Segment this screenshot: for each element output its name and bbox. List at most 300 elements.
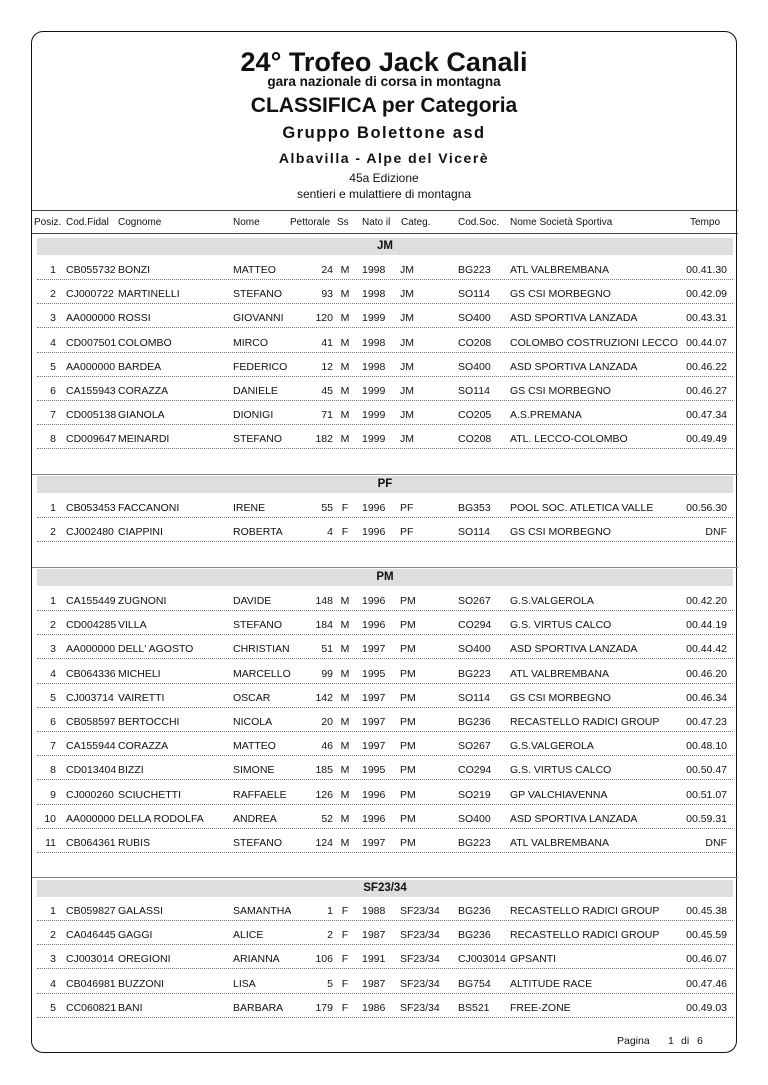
cell-society: ASD SPORTIVA LANZADA bbox=[510, 360, 638, 373]
cell-society: ASD SPORTIVA LANZADA bbox=[510, 312, 638, 325]
cell-sex: M bbox=[340, 409, 350, 422]
cell-fidal: CD013404 bbox=[66, 764, 117, 777]
cell-cat: PM bbox=[400, 643, 416, 656]
cell-society: ATL VALBREMBANA bbox=[510, 264, 610, 276]
cell-bib: 45 bbox=[321, 385, 333, 397]
col-fidal: Cod.Fidal bbox=[66, 217, 109, 228]
cell-fidal: CB064336 bbox=[66, 667, 116, 680]
cell-soc-code: BG236 bbox=[458, 716, 491, 728]
cell-society: ASD SPORTIVA LANZADA bbox=[510, 643, 638, 656]
cell-surname: FACCANONI bbox=[118, 502, 180, 514]
cell-born: 1997 bbox=[362, 837, 386, 849]
table-row bbox=[0, 899, 768, 923]
cell-time: 00.42.20 bbox=[686, 595, 727, 607]
cell-bib: 55 bbox=[321, 502, 333, 514]
cell-bib: 142 bbox=[315, 691, 333, 704]
row-divider bbox=[37, 993, 733, 994]
cell-society: GS CSI MORBEGNO bbox=[510, 288, 611, 301]
cell-pos: 5 bbox=[50, 1001, 56, 1014]
cell-bib: 24 bbox=[321, 264, 333, 276]
cell-pos: 3 bbox=[50, 953, 56, 966]
cell-pos: 6 bbox=[50, 385, 56, 397]
cell-pos: 5 bbox=[50, 691, 56, 704]
cell-sex: F bbox=[341, 1001, 349, 1014]
cell-fidal: AA000000 bbox=[66, 312, 116, 325]
event-title: 24° Trofeo Jack Canali bbox=[240, 47, 528, 77]
cell-soc-code: CO205 bbox=[458, 409, 492, 422]
table-row bbox=[0, 710, 768, 734]
cell-pos: 8 bbox=[50, 433, 56, 446]
cell-time: 00.51.07 bbox=[686, 788, 727, 801]
cell-bib: 185 bbox=[315, 764, 333, 777]
cell-bib: 182 bbox=[315, 433, 333, 446]
cell-name: DANIELE bbox=[233, 385, 278, 397]
cell-born: 1999 bbox=[362, 433, 386, 446]
cell-surname: ROSSI bbox=[118, 312, 151, 325]
cell-cat: PM bbox=[400, 619, 416, 632]
table-row bbox=[0, 282, 768, 306]
cell-surname: CORAZZA bbox=[118, 385, 169, 397]
cell-soc-code: BG236 bbox=[458, 905, 491, 917]
cell-soc-code: BG223 bbox=[458, 837, 491, 849]
cell-bib: 51 bbox=[321, 643, 333, 656]
classifica-title: CLASSIFICA per Categoria bbox=[250, 94, 518, 117]
table-row bbox=[0, 734, 768, 758]
cell-pos: 11 bbox=[45, 837, 56, 849]
cell-surname: GALASSI bbox=[118, 905, 163, 917]
cell-born: 1991 bbox=[362, 953, 386, 966]
cell-society: GS CSI MORBEGNO bbox=[510, 691, 611, 704]
table-row bbox=[0, 662, 768, 686]
cell-soc-code: CO208 bbox=[458, 336, 492, 349]
row-divider bbox=[37, 279, 733, 280]
cell-soc-code: SO114 bbox=[458, 288, 490, 301]
cell-cat: SF23/34 bbox=[400, 953, 440, 966]
cell-time: 00.56.30 bbox=[686, 502, 727, 514]
cell-sex: M bbox=[340, 716, 350, 728]
cell-time: 00.46.22 bbox=[686, 360, 727, 373]
cell-sex: M bbox=[340, 837, 350, 849]
cell-bib: 12 bbox=[321, 360, 333, 373]
cell-sex: F bbox=[341, 977, 349, 990]
cell-name: IRENE bbox=[233, 502, 266, 514]
cell-bib: 184 bbox=[315, 619, 333, 632]
organizer: Gruppo Bolettone asd bbox=[282, 124, 486, 142]
cell-society: ATL VALBREMBANA bbox=[510, 837, 610, 849]
row-divider bbox=[37, 327, 733, 328]
cell-born: 1996 bbox=[362, 812, 386, 825]
cell-surname: CORAZZA bbox=[118, 740, 169, 753]
cell-sex: M bbox=[340, 336, 350, 349]
table-row bbox=[0, 996, 768, 1020]
category-separator bbox=[32, 474, 738, 475]
cell-born: 1999 bbox=[362, 312, 386, 325]
cell-society: GP VALCHIAVENNA bbox=[510, 788, 608, 801]
row-divider bbox=[37, 968, 733, 969]
cell-sex: M bbox=[340, 667, 350, 680]
row-divider bbox=[37, 852, 733, 853]
cell-cat: JM bbox=[400, 264, 414, 276]
col-name: Nome bbox=[233, 217, 260, 228]
table-row bbox=[0, 427, 768, 451]
row-divider bbox=[37, 400, 733, 401]
cell-name: ANDREA bbox=[233, 812, 277, 825]
cell-name: FEDERICO bbox=[233, 360, 288, 373]
category-header: SF23/34 bbox=[37, 880, 733, 897]
cell-surname: BONZI bbox=[118, 264, 151, 276]
cell-sex: M bbox=[340, 433, 350, 446]
cell-bib: 124 bbox=[315, 837, 333, 849]
table-row bbox=[0, 758, 768, 782]
cell-time: 00.49.03 bbox=[686, 1001, 727, 1014]
cell-pos: 7 bbox=[50, 740, 56, 753]
cell-time: 00.48.10 bbox=[686, 740, 727, 753]
cell-sex: M bbox=[340, 812, 350, 825]
table-row bbox=[0, 355, 768, 379]
cell-born: 1986 bbox=[362, 1001, 386, 1014]
cell-pos: 9 bbox=[50, 788, 56, 801]
cell-fidal: CD005138 bbox=[66, 409, 117, 422]
cell-society: RECASTELLO RADICI GROUP bbox=[510, 716, 660, 728]
row-divider bbox=[37, 755, 733, 756]
cell-time: 00.45.59 bbox=[686, 929, 727, 942]
cell-born: 1987 bbox=[362, 929, 386, 942]
cell-surname: OREGIONI bbox=[118, 953, 171, 966]
cell-name: STEFANO bbox=[233, 619, 283, 632]
row-divider bbox=[37, 804, 733, 805]
cell-time: 00.44.19 bbox=[686, 619, 727, 632]
cell-fidal: CB059827 bbox=[66, 905, 116, 917]
cell-bib: 2 bbox=[327, 929, 333, 942]
cell-soc-code: BG236 bbox=[458, 929, 491, 942]
cell-society: COLOMBO COSTRUZIONI LECCO bbox=[510, 336, 679, 349]
cell-born: 1996 bbox=[362, 788, 386, 801]
cell-sex: M bbox=[340, 691, 350, 704]
cell-sex: F bbox=[341, 953, 349, 966]
cell-cat: JM bbox=[400, 288, 414, 301]
cell-society: G.S.VALGEROLA bbox=[510, 740, 594, 753]
cell-society: ASD SPORTIVA LANZADA bbox=[510, 812, 638, 825]
category-header: PF bbox=[37, 476, 733, 493]
cell-cat: PM bbox=[400, 837, 416, 849]
cell-time: 00.45.38 bbox=[686, 905, 727, 917]
page-total: 6 bbox=[697, 1035, 703, 1047]
cell-bib: 1 bbox=[327, 905, 333, 917]
cell-fidal: AA000000 bbox=[66, 643, 116, 656]
cell-pos: 4 bbox=[50, 336, 56, 349]
cell-fidal: AA000000 bbox=[66, 812, 116, 825]
table-row bbox=[0, 947, 768, 971]
cell-born: 1996 bbox=[362, 526, 386, 539]
cell-surname: MICHELI bbox=[118, 667, 161, 680]
cell-soc-code: SO400 bbox=[458, 812, 491, 825]
cell-time: 00.47.23 bbox=[686, 716, 727, 728]
category-separator bbox=[32, 567, 738, 568]
cell-surname: BARDEA bbox=[118, 360, 162, 373]
cell-time: 00.46.20 bbox=[686, 667, 727, 680]
cell-bib: 99 bbox=[321, 667, 333, 680]
cell-bib: 4 bbox=[327, 526, 333, 539]
cell-born: 1995 bbox=[362, 667, 386, 680]
cell-bib: 41 bbox=[321, 336, 333, 349]
event-subtitle: gara nazionale di corsa in montagna bbox=[267, 74, 501, 89]
cell-fidal: CJ002480 bbox=[66, 526, 114, 539]
cell-born: 1997 bbox=[362, 691, 386, 704]
row-divider bbox=[37, 352, 733, 353]
cell-time: 00.46.34 bbox=[686, 691, 727, 704]
cell-soc-code: SO400 bbox=[458, 312, 491, 325]
category-separator bbox=[32, 877, 738, 878]
cell-surname: VAIRETTI bbox=[118, 691, 165, 704]
cell-pos: 8 bbox=[50, 764, 56, 777]
row-divider bbox=[37, 779, 733, 780]
cell-pos: 7 bbox=[50, 409, 56, 422]
cell-time: 00.49.49 bbox=[686, 433, 727, 446]
table-row bbox=[0, 306, 768, 330]
cell-cat: PM bbox=[400, 691, 416, 704]
cell-pos: 1 bbox=[50, 502, 56, 514]
cell-born: 1996 bbox=[362, 502, 386, 514]
cell-soc-code: SO114 bbox=[458, 691, 490, 704]
cell-born: 1997 bbox=[362, 643, 386, 656]
cell-name: CHRISTIAN bbox=[233, 643, 290, 656]
cell-sex: M bbox=[340, 740, 350, 753]
cell-soc-code: SO267 bbox=[458, 740, 491, 753]
cell-born: 1998 bbox=[362, 288, 386, 301]
cell-pos: 1 bbox=[50, 264, 56, 276]
cell-society: ATL. LECCO-COLOMBO bbox=[510, 433, 628, 446]
cell-fidal: CD009647 bbox=[66, 433, 117, 446]
cell-sex: M bbox=[340, 764, 350, 777]
cell-born: 1997 bbox=[362, 716, 386, 728]
col-born: Nato il bbox=[362, 217, 391, 228]
cell-cat: SF23/34 bbox=[400, 1001, 440, 1014]
cell-surname: CIAPPINI bbox=[118, 526, 163, 539]
cell-cat: PM bbox=[400, 788, 416, 801]
cell-name: MATTEO bbox=[233, 264, 276, 276]
cell-fidal: CJ003014 bbox=[66, 953, 114, 966]
cell-surname: DELL' AGOSTO bbox=[118, 643, 194, 656]
cell-society: RECASTELLO RADICI GROUP bbox=[510, 929, 660, 942]
cell-soc-code: SO114 bbox=[458, 526, 490, 539]
terrain: sentieri e mulattiere di montagna bbox=[296, 187, 472, 201]
cell-cat: PF bbox=[400, 502, 414, 514]
cell-pos: 3 bbox=[50, 312, 56, 325]
col-soc-code: Cod.Soc. bbox=[458, 217, 500, 228]
cell-soc-code: BG223 bbox=[458, 264, 491, 276]
cell-name: STEFANO bbox=[233, 837, 283, 849]
edition: 45a Edizione bbox=[349, 171, 419, 185]
cell-pos: 2 bbox=[50, 929, 56, 942]
cell-bib: 179 bbox=[315, 1001, 333, 1014]
table-row bbox=[0, 258, 768, 282]
cell-society: GPSANTI bbox=[510, 953, 557, 966]
cell-sex: M bbox=[340, 788, 350, 801]
category-header: JM bbox=[37, 238, 733, 255]
cell-name: GIOVANNI bbox=[233, 312, 284, 325]
col-bib: Pettorale bbox=[290, 217, 331, 228]
cell-born: 1996 bbox=[362, 619, 386, 632]
cell-surname: GAGGI bbox=[118, 929, 153, 942]
cell-soc-code: CO294 bbox=[458, 764, 492, 777]
row-divider bbox=[37, 376, 733, 377]
cell-time: 00.44.07 bbox=[686, 336, 727, 349]
cell-time: 00.44.42 bbox=[686, 643, 727, 656]
cell-fidal: CJ003714 bbox=[66, 691, 114, 704]
row-divider bbox=[37, 610, 733, 611]
cell-sex: M bbox=[340, 312, 350, 325]
cell-fidal: CB046981 bbox=[66, 977, 116, 990]
cell-soc-code: BG223 bbox=[458, 667, 491, 680]
cell-bib: 93 bbox=[321, 288, 333, 301]
cell-surname: MEINARDI bbox=[118, 433, 170, 446]
cell-soc-code: BG754 bbox=[458, 977, 491, 990]
cell-sex: M bbox=[340, 619, 350, 632]
cell-surname: SCIUCHETTI bbox=[118, 788, 181, 801]
cell-sex: F bbox=[341, 905, 349, 917]
cell-time: 00.59.31 bbox=[686, 812, 727, 825]
cell-fidal: CJ000260 bbox=[66, 788, 114, 801]
col-time: Tempo bbox=[690, 217, 721, 228]
cell-fidal: CA155943 bbox=[66, 385, 116, 397]
cell-fidal: CC060821 bbox=[66, 1001, 117, 1014]
cell-time: 00.46.07 bbox=[686, 953, 727, 966]
cell-cat: JM bbox=[400, 360, 414, 373]
cell-cat: JM bbox=[400, 409, 414, 422]
cell-cat: PM bbox=[400, 764, 416, 777]
category-header: PM bbox=[37, 569, 733, 586]
cell-sex: M bbox=[340, 385, 350, 397]
cell-cat: JM bbox=[400, 385, 414, 397]
page-of-label: di bbox=[681, 1035, 690, 1047]
cell-born: 1995 bbox=[362, 764, 386, 777]
cell-fidal: CB055732 bbox=[66, 264, 116, 276]
cell-society: G.S. VIRTUS CALCO bbox=[510, 619, 612, 632]
cell-soc-code: CO294 bbox=[458, 619, 492, 632]
cell-cat: SF23/34 bbox=[400, 929, 440, 942]
cell-name: SIMONE bbox=[233, 764, 275, 777]
cell-name: STEFANO bbox=[233, 433, 283, 446]
cell-surname: MARTINELLI bbox=[118, 288, 180, 301]
row-divider bbox=[37, 920, 733, 921]
col-society: Nome Società Sportiva bbox=[510, 217, 613, 228]
table-row bbox=[0, 972, 768, 996]
cell-soc-code: SO400 bbox=[458, 643, 491, 656]
cell-pos: 4 bbox=[50, 667, 56, 680]
cell-surname: ZUGNONI bbox=[118, 595, 167, 607]
cell-name: DAVIDE bbox=[233, 595, 272, 607]
cell-cat: PM bbox=[400, 740, 416, 753]
cell-name: OSCAR bbox=[233, 691, 271, 704]
cell-pos: 1 bbox=[50, 905, 56, 917]
cell-born: 1997 bbox=[362, 740, 386, 753]
cell-name: RAFFAELE bbox=[233, 788, 287, 801]
table-row bbox=[0, 831, 768, 855]
cell-born: 1988 bbox=[362, 905, 386, 917]
table-row bbox=[0, 783, 768, 807]
cell-time: DNF bbox=[705, 526, 727, 539]
cell-born: 1998 bbox=[362, 360, 386, 373]
cell-society: ATL VALBREMBANA bbox=[510, 667, 610, 680]
cell-bib: 20 bbox=[321, 716, 333, 728]
cell-cat: PF bbox=[400, 526, 414, 539]
cell-society: GS CSI MORBEGNO bbox=[510, 385, 611, 397]
cell-fidal: CA155944 bbox=[66, 740, 116, 753]
cell-surname: COLOMBO bbox=[118, 336, 172, 349]
cell-name: MATTEO bbox=[233, 740, 276, 753]
cell-soc-code: CO208 bbox=[458, 433, 492, 446]
cell-name: SAMANTHA bbox=[233, 905, 292, 917]
cell-sex: M bbox=[340, 643, 350, 656]
cell-society: FREE-ZONE bbox=[510, 1001, 571, 1014]
row-divider bbox=[37, 683, 733, 684]
col-pos: Posiz. bbox=[34, 217, 62, 228]
cell-pos: 2 bbox=[50, 619, 56, 632]
cell-society: ALTITUDE RACE bbox=[510, 977, 593, 990]
cell-pos: 2 bbox=[50, 288, 56, 301]
cell-society: G.S. VIRTUS CALCO bbox=[510, 764, 612, 777]
cell-time: 00.43.31 bbox=[686, 312, 727, 325]
table-row bbox=[0, 379, 768, 403]
cell-name: NICOLA bbox=[233, 716, 273, 728]
cell-time: 00.42.09 bbox=[686, 288, 727, 301]
cell-society: GS CSI MORBEGNO bbox=[510, 526, 611, 539]
cell-fidal: CA155449 bbox=[66, 595, 116, 607]
cell-name: ALICE bbox=[233, 929, 264, 942]
cell-time: 00.46.27 bbox=[686, 385, 727, 397]
cell-surname: BANI bbox=[118, 1001, 143, 1014]
cell-born: 1999 bbox=[362, 409, 386, 422]
col-sex: Ss bbox=[337, 217, 349, 228]
cell-pos: 5 bbox=[50, 360, 56, 373]
cell-fidal: CA046445 bbox=[66, 929, 116, 942]
cell-born: 1996 bbox=[362, 595, 386, 607]
cell-surname: DELLA RODOLFA bbox=[118, 812, 204, 825]
cell-bib: 52 bbox=[321, 812, 333, 825]
cell-time: 00.41.30 bbox=[686, 264, 727, 276]
cell-fidal: CB058597 bbox=[66, 716, 116, 728]
col-cat: Categ. bbox=[401, 217, 431, 228]
cell-sex: M bbox=[340, 360, 350, 373]
row-divider bbox=[37, 828, 733, 829]
cell-name: LISA bbox=[233, 977, 256, 990]
cell-fidal: CD007501 bbox=[66, 336, 117, 349]
cell-pos: 6 bbox=[50, 716, 56, 728]
cell-soc-code: SO114 bbox=[458, 385, 490, 397]
cell-soc-code: BG353 bbox=[458, 502, 491, 514]
cell-surname: BERTOCCHI bbox=[118, 716, 180, 728]
cell-bib: 46 bbox=[321, 740, 333, 753]
cell-cat: SF23/34 bbox=[400, 977, 440, 990]
cell-time: DNF bbox=[705, 837, 727, 849]
table-row bbox=[0, 496, 768, 520]
cell-bib: 5 bbox=[327, 977, 333, 990]
col-surname: Cognome bbox=[118, 217, 162, 228]
cell-pos: 2 bbox=[50, 526, 56, 539]
cell-surname: RUBIS bbox=[118, 837, 151, 849]
cell-name: DIONIGI bbox=[233, 409, 274, 422]
cell-bib: 106 bbox=[315, 953, 333, 966]
cell-pos: 3 bbox=[50, 643, 56, 656]
row-divider bbox=[37, 424, 733, 425]
cell-cat: PM bbox=[400, 667, 416, 680]
row-divider bbox=[37, 1017, 733, 1018]
cell-time: 00.50.47 bbox=[686, 764, 727, 777]
row-divider bbox=[37, 658, 733, 659]
cell-sex: M bbox=[340, 288, 350, 301]
cell-fidal: CD004285 bbox=[66, 619, 117, 632]
cell-society: A.S.PREMANA bbox=[510, 409, 582, 422]
